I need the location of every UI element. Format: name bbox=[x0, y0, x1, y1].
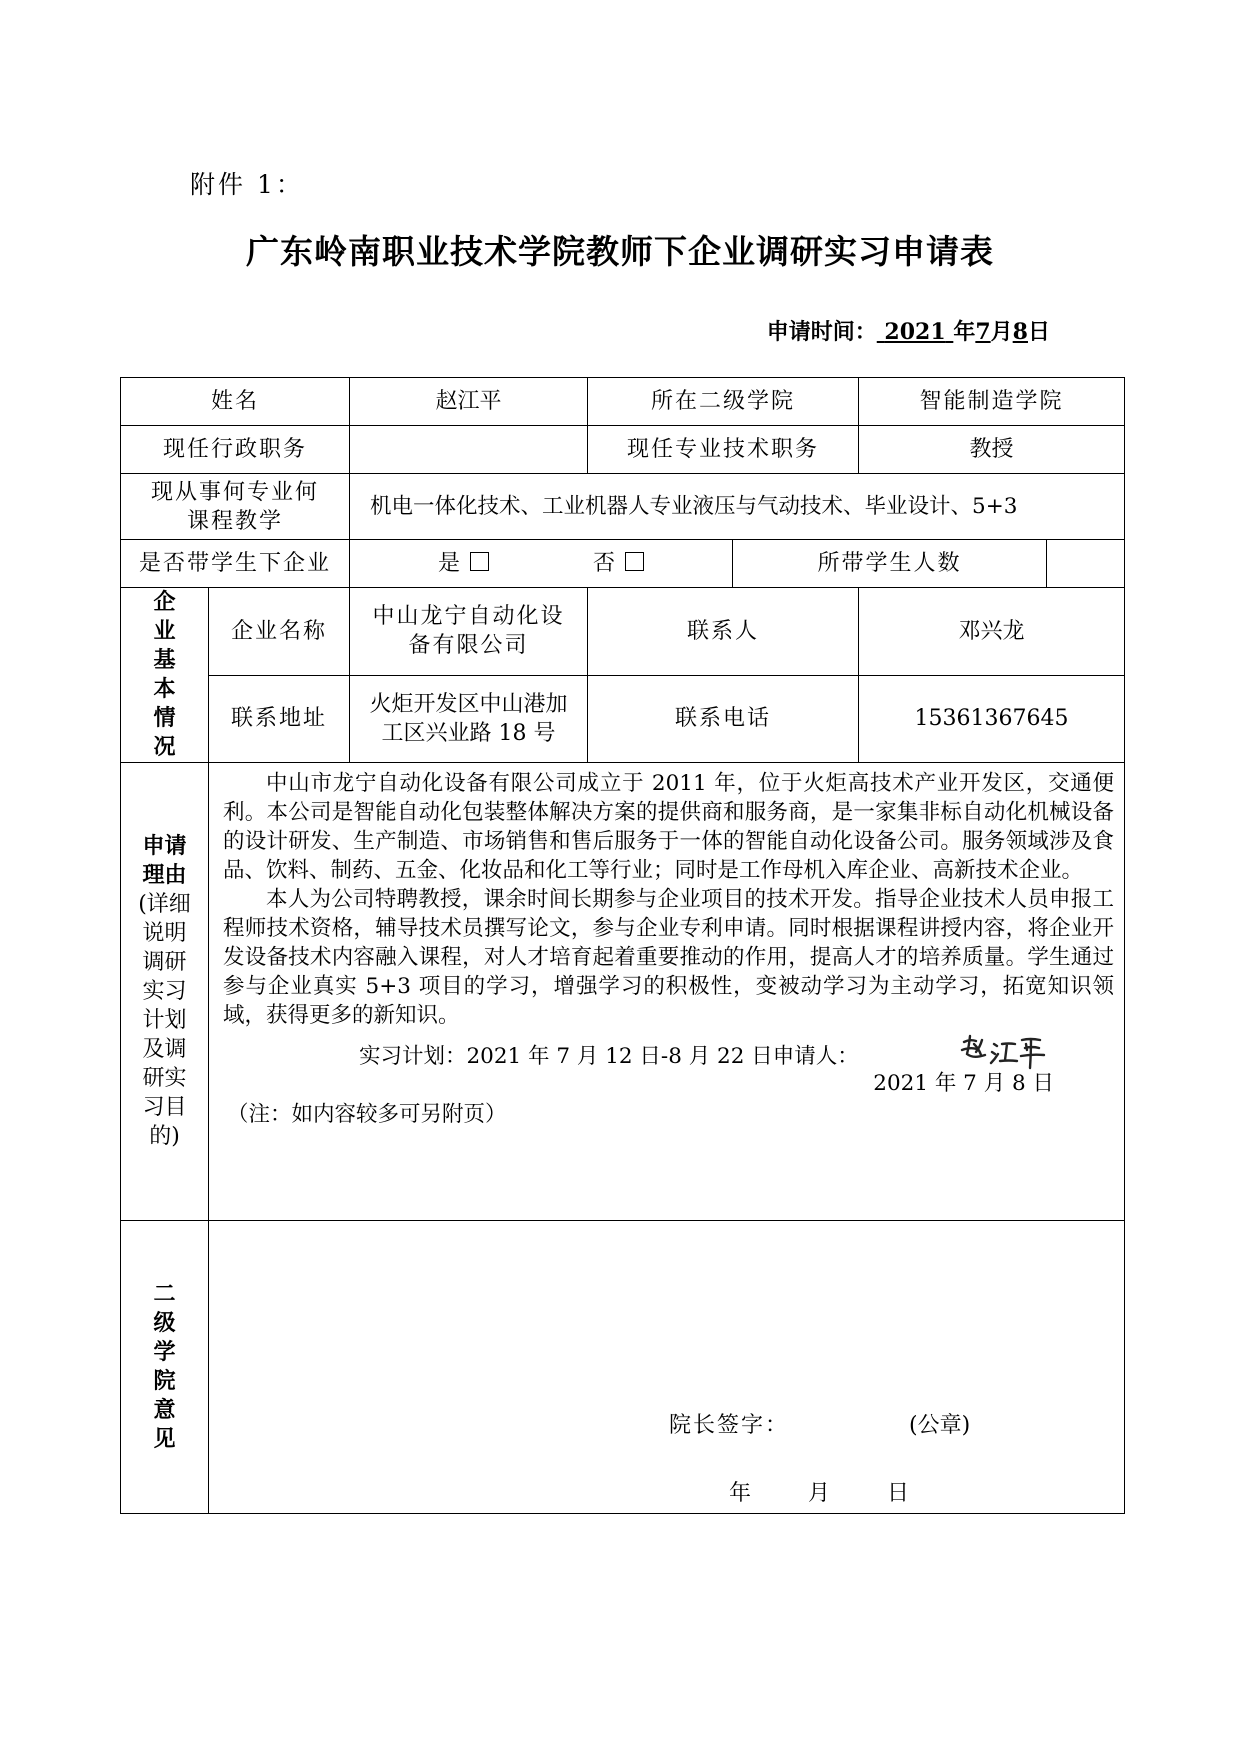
table-row bbox=[121, 540, 1125, 588]
applicant-signature bbox=[958, 1032, 1050, 1072]
tech-post-value[interactable]: 教授 bbox=[859, 426, 1125, 474]
yes-checkbox[interactable] bbox=[470, 552, 489, 571]
college-label: 所在二级学院 bbox=[588, 378, 859, 426]
student-count-label: 所带学生人数 bbox=[733, 540, 1047, 588]
application-date bbox=[767, 315, 1050, 346]
table-row bbox=[121, 675, 1125, 763]
no-checkbox[interactable] bbox=[625, 552, 644, 571]
company-name-value[interactable]: 中山龙宁自动化设备有限公司 bbox=[350, 588, 588, 676]
students-label: 是否带学生下企业 bbox=[121, 540, 350, 588]
day-char: 日 bbox=[1027, 320, 1050, 345]
reason-label: 申请理由 bbox=[142, 834, 187, 888]
date-month: 7 bbox=[975, 319, 991, 345]
table-row bbox=[121, 763, 1125, 1221]
table-row bbox=[121, 378, 1125, 426]
opinion-date: 年 月 日 bbox=[729, 1481, 909, 1506]
month-char: 月 bbox=[990, 320, 1013, 345]
table-row bbox=[121, 426, 1125, 474]
contact-value[interactable]: 邓兴龙 bbox=[859, 588, 1125, 676]
form-title: 广东岭南职业技术学院教师下企业调研实习申请表 bbox=[246, 232, 994, 271]
application-form-table bbox=[120, 377, 1125, 1514]
admin-post-value[interactable] bbox=[350, 426, 588, 474]
no-option[interactable] bbox=[593, 551, 644, 576]
no-label: 否 bbox=[593, 551, 616, 576]
yes-option[interactable] bbox=[438, 551, 489, 576]
reason-section-label bbox=[121, 763, 209, 1221]
reason-paragraph-2: 本人为公司特聘教授，课余时间长期参与企业项目的技术开发。指导企业技术人员申报工程师技术资格，辅导技术员撰写论文，参与企业专利申请。同时根据课程讲授内容，将企业开发设备技术内容融入课程，对人才培育起着重要推动的作用，提高人才的培养质量。学生通过参与企业真实 5+3 项目的学习，增强学习的积极性，变被动学习为主动学习，拓宽知识领域，获得更多的新知识。 bbox=[223, 887, 1115, 1028]
seal-label: (公章) bbox=[909, 1413, 971, 1438]
date-year: 2021 bbox=[884, 319, 946, 345]
phone-label: 联系电话 bbox=[588, 675, 859, 763]
table-row bbox=[121, 588, 1125, 676]
reason-note: （注：如内容较多可另附页） bbox=[227, 1102, 507, 1127]
address-value[interactable]: 火炬开发区中山港加工区兴业路 18 号 bbox=[350, 675, 588, 763]
table-row bbox=[121, 1221, 1125, 1514]
table-row bbox=[121, 474, 1125, 540]
students-choice bbox=[350, 540, 733, 588]
teaching-label: 现从事何专业何课程教学 bbox=[121, 474, 350, 540]
date-day: 8 bbox=[1012, 319, 1028, 345]
yes-label: 是 bbox=[438, 551, 461, 576]
admin-post-label: 现任行政职务 bbox=[121, 426, 350, 474]
sign-date: 2021 年 7 月 8 日 bbox=[873, 1071, 1055, 1096]
internship-plan bbox=[223, 1042, 1114, 1071]
phone-value[interactable]: 15361367645 bbox=[859, 675, 1125, 763]
opinion-content[interactable] bbox=[209, 1221, 1125, 1514]
college-value[interactable]: 智能制造学院 bbox=[859, 378, 1125, 426]
reason-content[interactable] bbox=[209, 763, 1125, 1221]
company-section-label: 企业基本情况 bbox=[121, 588, 209, 763]
student-count-value[interactable] bbox=[1047, 540, 1125, 588]
name-value[interactable]: 赵江平 bbox=[350, 378, 588, 426]
name-label: 姓名 bbox=[121, 378, 350, 426]
plan-text: 实习计划：2021 年 7 月 12 日-8 月 22 日申请人： bbox=[359, 1044, 859, 1069]
tech-post-label: 现任专业技术职务 bbox=[588, 426, 859, 474]
contact-label: 联系人 bbox=[588, 588, 859, 676]
attachment-label: 附件 1： bbox=[190, 170, 304, 199]
date-label: 申请时间： bbox=[766, 320, 877, 345]
company-name-label: 企业名称 bbox=[209, 588, 350, 676]
teaching-value[interactable]: 机电一体化技术、工业机器人专业液压与气动技术、毕业设计、5+3 bbox=[350, 474, 1125, 540]
reason-paragraph-1: 中山市龙宁自动化设备有限公司成立于 2011 年，位于火炬高技术产业开发区，交通便利。本公司是智能自动化包装整体解决方案的提供商和服务商，是一家集非标自动化机械设备的设计研发、生产制造、市场销售和售后服务于一体的智能自动化设备公司。服务领域涉及食品、饮料、制药、五金、化妆品和化工等行业；同时是工作母机入库企业、高新技术企业。 bbox=[223, 771, 1115, 883]
dean-sign-label: 院长签字： bbox=[669, 1413, 790, 1438]
year-char: 年 bbox=[953, 320, 976, 345]
reason-label-note: (详细说明调研实习计划及调研实习目的) bbox=[138, 892, 191, 1149]
opinion-section-label: 二级学院意见 bbox=[121, 1221, 209, 1514]
address-label: 联系地址 bbox=[209, 675, 350, 763]
